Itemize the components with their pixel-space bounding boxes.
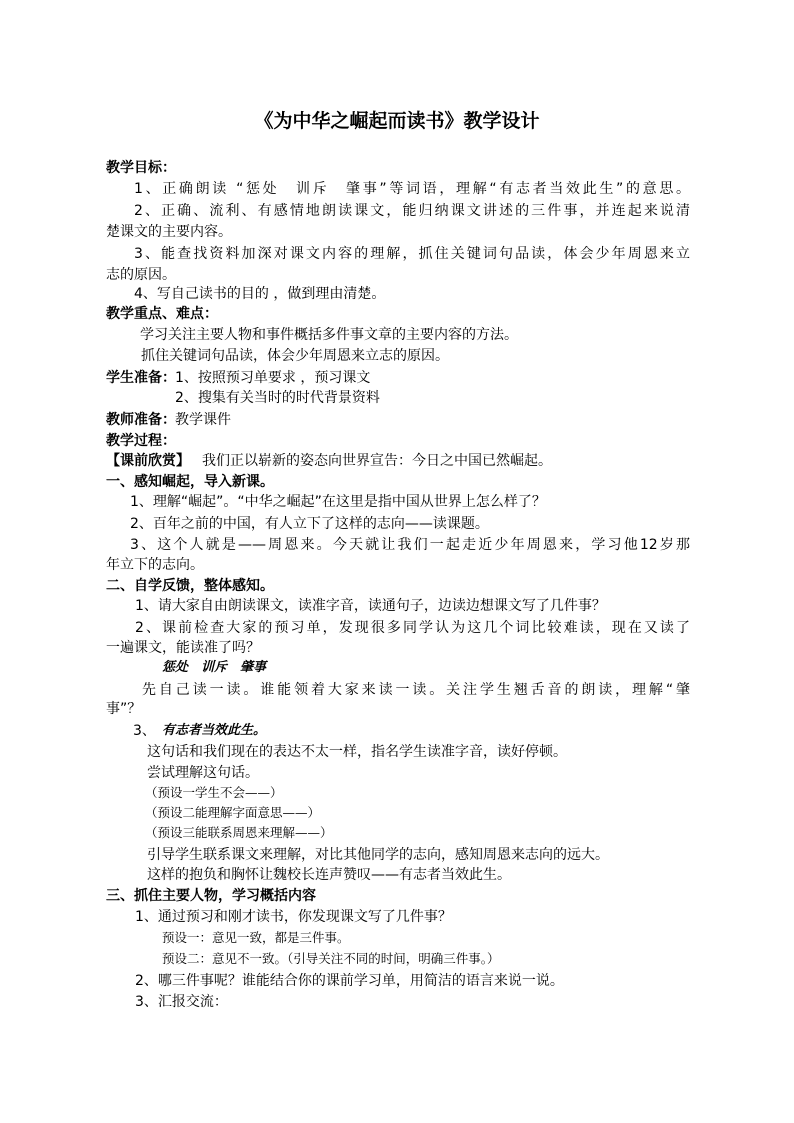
objective-4: 4、写自己读书的目的 ，做到理由清楚。 <box>134 286 386 302</box>
objective-1: 1、正确朗读 “惩处 训斥 肇事”等词语，理解“有志者当效此生”的意思。 <box>134 181 690 197</box>
preset-2: （预设二能理解字面意思——） <box>145 805 321 820</box>
section-2-note-1: 这句话和我们现在的表达不太一样，指名学生读准字音，读好停顿。 <box>147 744 567 760</box>
section-3-heading: 三、抓住主要人物，学习概括内容 <box>106 888 316 904</box>
section-1-item-3: 3、这个人就是——周恩来。今天就让我们一起走近少年周恩来，学习他12岁那 <box>130 537 690 553</box>
section-3-item-1: 1、通过预习和刚才读书，你发现课文写了几件事？ <box>135 909 452 925</box>
heading-objectives: 教学目标： <box>106 160 176 176</box>
section-1-item-1: 1、理解“崛起”。“中华之崛起”在这里是指中国从世界上怎么样了？ <box>130 494 546 510</box>
key-point-2: 抓住关键词句品读，体会少年周恩来立志的原因。 <box>141 348 449 364</box>
heading-student-prep: 学生准备： <box>106 370 176 386</box>
section-2-note-4: 这样的抱负和胸怀让魏校长连声赞叹——有志者当效此生。 <box>147 867 511 883</box>
heading-key-points: 教学重点、难点： <box>106 306 218 322</box>
vocabulary-words: 惩处 训斥 肇事 <box>162 660 267 675</box>
heading-process: 教学过程： <box>106 433 176 449</box>
objective-2: 2、正确、流利、有感情地朗读课文，能归纳课文讲述的三件事，并连起来说清 <box>134 203 690 219</box>
section-3-preset-2: 预设二：意见不一致。（引导关注不同的时间，明确三件事。） <box>162 951 500 966</box>
section-1-heading: 一、感知崛起，导入新课。 <box>106 474 274 490</box>
heading-teacher-prep: 教师准备： <box>106 412 176 428</box>
section-3-item-2: 2、哪三件事呢？谁能结合你的课前学习单，用简洁的语言来说一说。 <box>135 973 564 989</box>
objective-3: 3、能查找资料加深对课文内容的理解，抓住关键词句品读，体会少年周恩来立 <box>134 246 690 262</box>
pre-class-label: 【课前欣赏】 <box>106 453 190 469</box>
section-2-item-2: 2、课前检查大家的预习单，发现很多同学认为这几个词比较难读，现在又读了 <box>135 620 690 636</box>
pre-class-text: 我们正以崭新的姿态向世界宣告：今日之中国已然崛起。 <box>202 453 552 469</box>
section-2-note-3: 引导学生联系课文来理解，对比其他同学的志向，感知周恩来志向的远大。 <box>147 847 609 863</box>
section-2-item-2-cont: 一遍课文，能读准了吗？ <box>106 640 260 656</box>
section-1-item-3-cont: 年立下的志向。 <box>106 557 204 573</box>
document-title: 《为中华之崛起而读书》教学设计 <box>254 110 540 132</box>
objective-3-cont: 志的原因。 <box>106 267 176 283</box>
section-2-item-3-number: 3、 <box>133 723 156 739</box>
key-point-1: 学习关注主要人物和事件概括多件事文章的主要内容的方法。 <box>140 327 518 343</box>
section-1-item-2: 2、百年之前的中国，有人立下了这样的志向——读课题。 <box>130 516 489 532</box>
preset-1: （预设一学生不会——） <box>145 785 283 800</box>
preset-3: （预设三能联系周恩来理解——） <box>145 825 333 840</box>
student-prep-2: 2、搜集有关当时的时代背景资料 <box>175 390 380 406</box>
section-2-read-note: 先自己读一读。谁能领着大家来读一读。关注学生翘舌音的朗读，理解“肇 <box>142 682 690 698</box>
section-3-item-3: 3、汇报交流： <box>135 994 228 1010</box>
section-2-heading: 二、自学反馈，整体感知。 <box>106 578 274 594</box>
section-2-note-2: 尝试理解这句话。 <box>147 765 259 781</box>
teacher-prep: 教学课件 <box>175 412 231 428</box>
section-2-item-1: 1、请大家自由朗读课文，读准字音，读通句子，边读边想课文写了几件事？ <box>135 598 606 614</box>
section-3-preset-1: 预设一：意见一致，都是三件事。 <box>162 930 350 945</box>
student-prep-1: 1、按照预习单要求 ，预习课文 <box>175 370 371 386</box>
objective-2-cont: 楚课文的主要内容。 <box>106 224 232 240</box>
section-2-item-3-quote: 有志者当效此生。 <box>162 723 267 738</box>
section-2-read-note-cont: 事”？ <box>106 701 142 717</box>
